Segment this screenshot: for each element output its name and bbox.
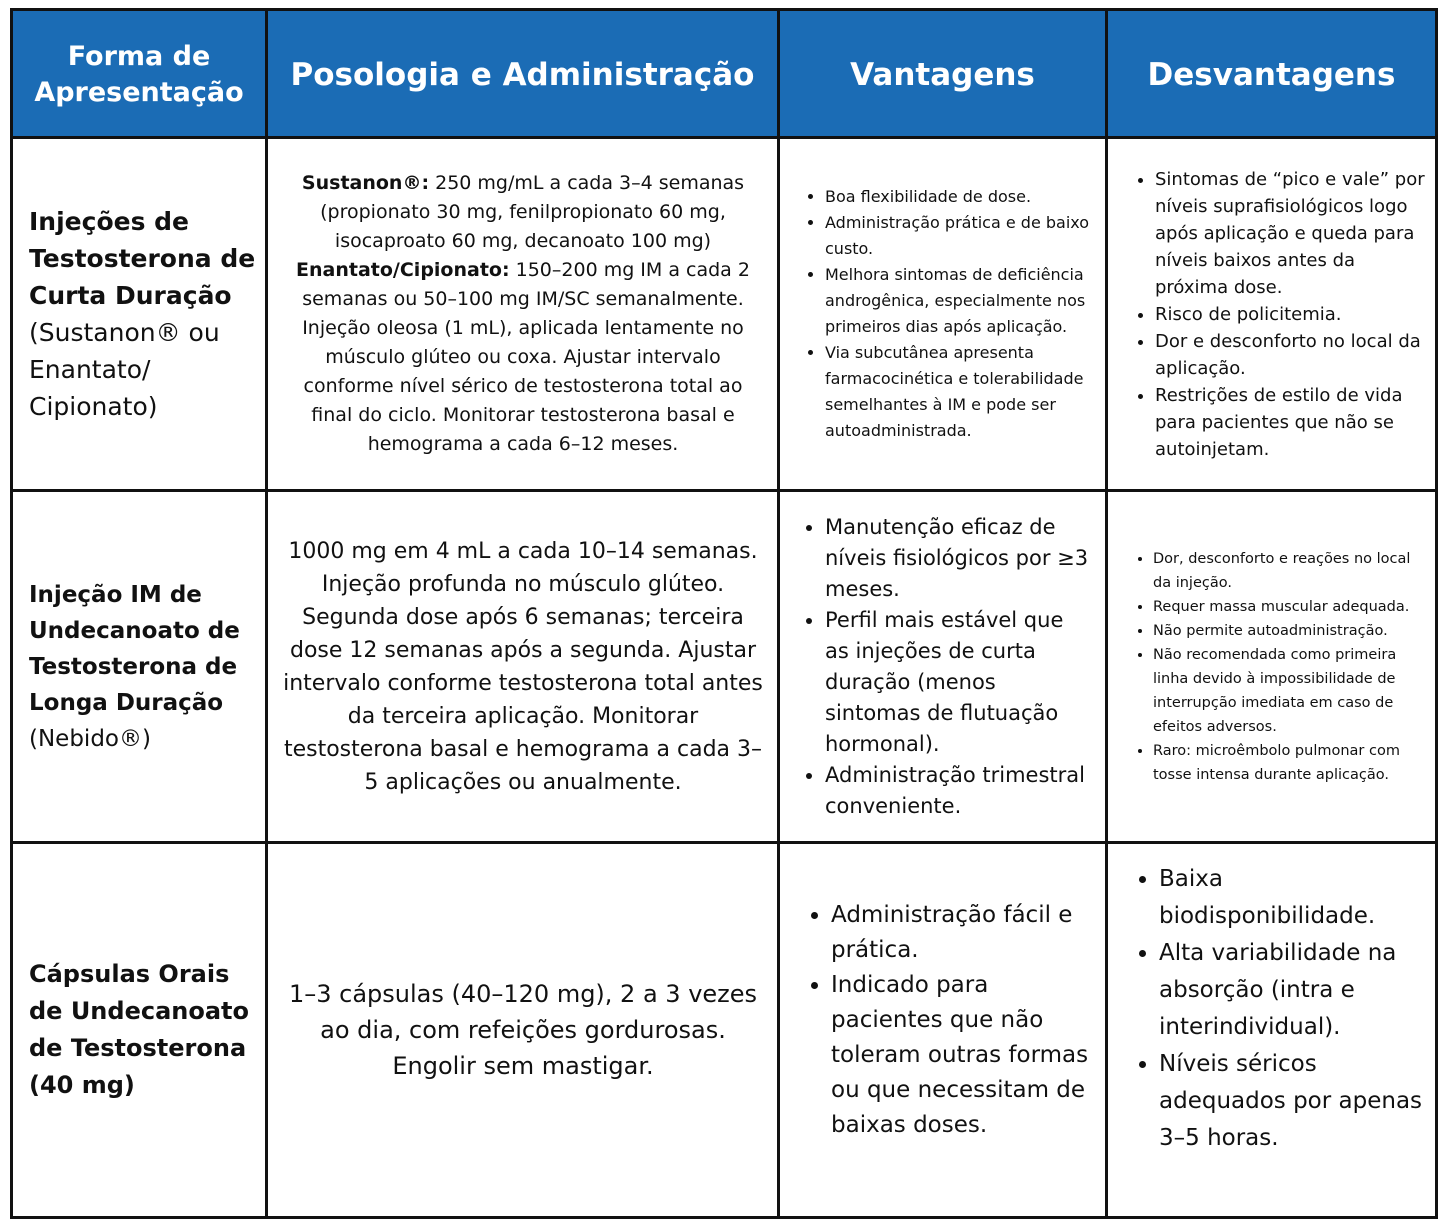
row2-advantages-cell xyxy=(803,492,1093,841)
list-item: • Níveis séricos adequados por apenas 3–5 horas. xyxy=(1159,1046,1431,1157)
row2-dosage-text: 1000 mg em 4 mL a cada 10–14 semanas. Injeção profunda no músculo glúteo. Segunda dose após 6 semanas; terceira dose 12 semanas após a segunda. Ajustar intervalo conforme testosterona total antes da terceira aplicação. Monitorar testosterona basal e hemograma a cada 3–5 aplicações ou anualmente. xyxy=(283,538,763,795)
column-divider xyxy=(265,11,268,1216)
row1-advantages-cell xyxy=(803,139,1093,489)
row2-disadvantages-list xyxy=(1131,547,1431,787)
header-advantages xyxy=(780,11,1105,138)
list-item: • Não recomendada como primeira linha devido à impossibilidade de interrupção imediata em caso de efeitos adversos. xyxy=(1153,643,1431,739)
row3-form-name: Cápsulas Orais de Undecanoato de Testosterona (40 mg) xyxy=(29,960,249,1099)
list-item: • Alta variabilidade na absorção (intra e interindividual). xyxy=(1159,935,1431,1046)
list-item: • Restrições de estilo de vida para pacientes que não se autoinjetam. xyxy=(1155,382,1425,463)
list-item: • Administração fácil e prática. xyxy=(831,898,1099,968)
list-item: • Boa flexibilidade de dose. xyxy=(825,184,1093,210)
list-item: • Dor e desconforto no local da aplicação. xyxy=(1155,328,1425,382)
list-item: • Risco de policitemia. xyxy=(1155,301,1425,328)
row3-disadvantages-list xyxy=(1137,861,1431,1157)
row1-form-cell xyxy=(29,139,259,489)
list-item: • Baixa biodisponibilidade. xyxy=(1159,861,1431,935)
row1-sustanon-label: Sustanon®: xyxy=(301,172,430,194)
row1-enantato-label: Enantato/Cipionato: xyxy=(296,259,510,281)
header-disadvantages xyxy=(1108,11,1435,138)
row1-form-note: (Sustanon® ou Enantato/ Cipionato) xyxy=(29,318,220,421)
row1-form-name: Injeções de Testosterona de Curta Duração xyxy=(29,207,256,310)
row2-form-note: (Nebido®) xyxy=(29,725,151,752)
row2-disadvantages-cell xyxy=(1131,492,1431,841)
row3-dosage-text: 1–3 cápsulas (40–120 mg), 2 a 3 vezes ao dia, com refeições gordurosas. Engolir sem mastigar. xyxy=(288,980,758,1080)
row3-advantages-cell xyxy=(809,844,1099,1196)
row1-advantages-list xyxy=(803,184,1093,444)
header-advantages-label: Vantagens xyxy=(850,56,1035,93)
header-dosage xyxy=(268,11,777,138)
list-item: • Raro: microêmbolo pulmonar com tosse intensa durante aplicação. xyxy=(1153,739,1431,787)
row2-form-name: Injeção IM de Undecanoato de Testosterona de Longa Duração xyxy=(29,581,240,716)
row3-disadvantages-cell xyxy=(1137,844,1431,1174)
list-item: • Manutenção eficaz de níveis fisiológicos por ≥3 meses. xyxy=(825,512,1093,605)
list-item: • Sintomas de “pico e vale” por níveis suprafisiológicos logo após aplicação e queda para níveis baixos antes da próxima dose. xyxy=(1155,166,1425,301)
row1-enantato-text: 150–200 mg IM a cada 2 semanas ou 50–100 mg IM/SC semanalmente. Injeção oleosa (1 mL), aplicada lentamente no músculo glúteo ou coxa. Ajustar intervalo conforme nível sérico de testosterona total ao final do ciclo. Monitorar testosterona basal e hemograma a cada 6–12 meses. xyxy=(302,259,750,455)
comparison-table xyxy=(10,8,1438,1219)
row1-disadvantages-cell xyxy=(1133,139,1425,489)
list-item: • Administração prática e de baixo custo. xyxy=(825,210,1093,262)
row2-form-cell xyxy=(29,492,261,841)
header-disadvantages-label: Desvantagens xyxy=(1147,56,1396,93)
row2-dosage-cell xyxy=(283,492,763,841)
list-item: • Dor, desconforto e reações no local da injeção. xyxy=(1153,547,1431,595)
header-form-label: Forma de Apresentação xyxy=(34,40,244,108)
row2-advantages-list xyxy=(803,512,1093,822)
row1-sustanon-text: 250 mg/mL a cada 3–4 semanas (propionato 30 mg, fenilpropionato 60 mg, isocaproato 60 mg, decanoato 100 mg) xyxy=(320,172,745,252)
list-item: • Melhora sintomas de deficiência androgênica, especialmente nos primeiros dias após aplicação. xyxy=(825,262,1093,340)
row3-advantages-list xyxy=(809,898,1099,1143)
row3-form-cell xyxy=(29,844,261,1216)
list-item: • Perfil mais estável que as injeções de curta duração (menos sintomas de flutuação hormonal). xyxy=(825,605,1093,760)
column-divider xyxy=(1105,11,1108,1216)
row1-disadvantages-list xyxy=(1133,166,1425,463)
list-item: • Via subcutânea apresenta farmacocinética e tolerabilidade semelhantes à IM e pode ser autoadministrada. xyxy=(825,340,1093,444)
row1-dosage-cell xyxy=(283,139,763,489)
column-divider xyxy=(777,11,780,1216)
list-item: • Administração trimestral conveniente. xyxy=(825,760,1093,822)
list-item: • Não permite autoadministração. xyxy=(1153,619,1431,643)
header-form xyxy=(13,11,265,138)
list-item: • Requer massa muscular adequada. xyxy=(1153,595,1431,619)
row3-dosage-cell xyxy=(283,844,763,1216)
header-dosage-label: Posologia e Administração xyxy=(290,56,755,93)
list-item: • Indicado para pacientes que não toleram outras formas ou que necessitam de baixas doses. xyxy=(831,968,1099,1143)
